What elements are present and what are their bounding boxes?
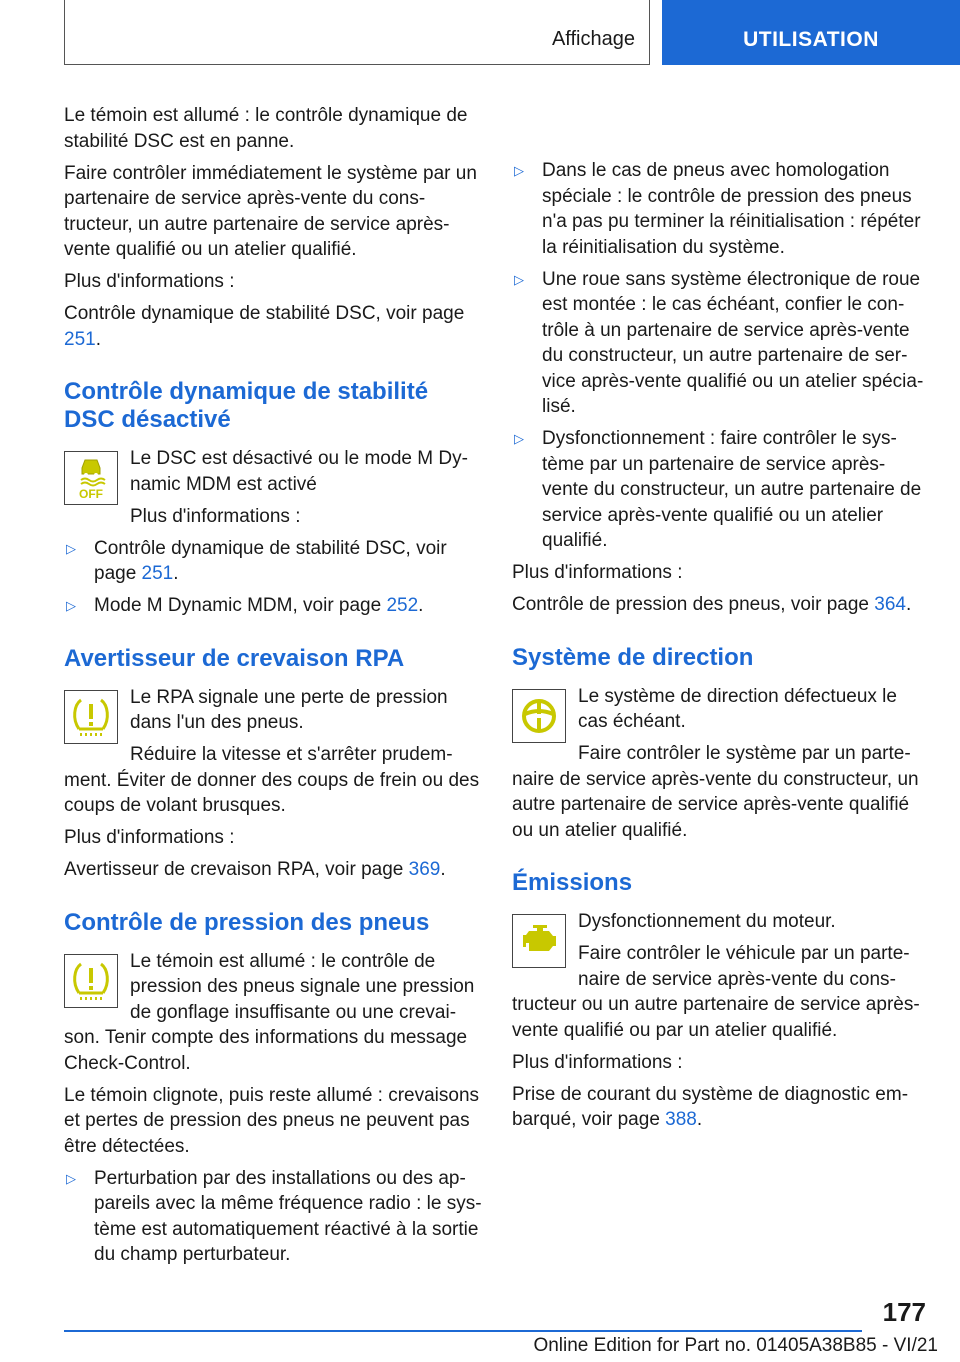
- page-link[interactable]: 251: [141, 563, 174, 584]
- page-link[interactable]: 364: [874, 594, 906, 615]
- steering-fault-icon: [512, 689, 566, 743]
- page-link[interactable]: 251: [64, 328, 96, 350]
- paragraph: Le DSC est désactivé ou le mode M Dynamic MDM est activé: [130, 448, 468, 495]
- header-section-box: [64, 0, 650, 65]
- paragraph: Le système de direction défectueux le cas échéant.: [578, 685, 897, 732]
- triangle-bullet-icon: ▷: [514, 431, 524, 446]
- section-heading-steering: Système de direction: [512, 643, 754, 671]
- page-link[interactable]: 388: [665, 1109, 697, 1130]
- steering-block: [512, 684, 926, 844]
- footer-edition: Online Edition for Part no. 01405A38B85 - VI/21: [533, 1335, 938, 1356]
- paragraph: Plus d'informations :: [64, 827, 235, 848]
- paragraph: Plus d'informations :: [512, 1051, 683, 1073]
- right-column: [512, 103, 926, 1139]
- triangle-bullet-icon: ▷: [66, 598, 76, 613]
- page-link[interactable]: 252: [386, 595, 419, 616]
- triangle-bullet-icon: ▷: [514, 163, 524, 178]
- rpa-block: [64, 685, 482, 736]
- list-item: ▷ Une roue sans système électronique de roue est montée : le cas échéant, confier le contrôle à un partenaire de service après-vente du constructeur, un autre partenaire de service après-vente qualifié ou un atelier spécialisé.: [514, 268, 924, 417]
- engine-check-icon: [512, 914, 566, 968]
- paragraph: Réduire la vitesse et s'arrêter prudemment. Éviter de donner des coups de frein ou des coups de volant brusques.: [64, 744, 480, 816]
- paragraph-with-link: Contrôle de pression des pneus, voir page 364.: [512, 594, 912, 615]
- svg-text:OFF: OFF: [79, 487, 103, 500]
- bullet-list: [512, 158, 926, 554]
- paragraph: Faire contrôler le système par un partenaire de service après-vente du constructeur, un autre partenaire de service après-vente qualifié ou un atelier qualifié.: [512, 743, 919, 841]
- list-item: ▷ Mode M Dynamic MDM, voir page 252.: [64, 593, 482, 619]
- section-heading-rpa: Avertisseur de crevaison RPA: [64, 644, 405, 672]
- paragraph: Le témoin est allumé : le contrôle dynamique de stabilité DSC est en panne.: [64, 105, 468, 152]
- header-chapter-title: UTILISATION: [743, 28, 879, 51]
- dsc-off-icon: [64, 451, 118, 505]
- section-heading-tpc: Contrôle de pression des pneus: [64, 908, 430, 936]
- bullet-list: [64, 1166, 482, 1268]
- emissions-block: [512, 909, 926, 1043]
- section-heading-dsc: Contrôle dynamique de stabilité DSC désactivé: [64, 378, 429, 433]
- list-item: ▷ Perturbation par des installations ou des appareils avec la même fréquence radio : le système est automatiquement réactivé à la sortie du champ perturbateur.: [66, 1167, 482, 1265]
- paragraph: Faire contrôler le véhicule par un partenaire de service après-vente du constructeur ou un autre partenaire de service après-vente qualifié ou par un atelier qualifié.: [512, 943, 920, 1041]
- paragraph-with-link: Contrôle dynamique de stabilité DSC, voir page 251.: [64, 303, 465, 350]
- list-item: ▷ Dysfonctionnement : faire contrôler le système par un partenaire de service après-vente du constructeur, un autre partenaire de service après-vente qualifié ou un atelier qualifié.: [514, 428, 922, 551]
- paragraph: Le témoin clignote, puis reste allumé : crevaisons et pertes de pression des pneus ne peuvent pas être détectées.: [64, 1084, 480, 1157]
- dsc-off-block: [64, 446, 482, 529]
- paragraph: Faire contrôler immédiatement le système par un partenaire de service après-vente du constructeur, un autre partenaire de service après-vente qualifié ou un atelier qualifié.: [64, 162, 477, 260]
- footer-divider: [64, 1330, 862, 1332]
- header-chapter-tab: [662, 0, 960, 65]
- list-item: ▷ Dans le cas de pneus avec homologation spéciale : le contrôle de pression des pneus n'a pas pu terminer la réinitialisation : répéter la réinitialisation du système.: [514, 160, 921, 258]
- paragraph: Le RPA signale une perte de pression dans l'un des pneus.: [130, 686, 448, 733]
- bullet-list: [64, 536, 482, 619]
- page-number: 177: [882, 1297, 926, 1327]
- section-heading-emissions: Émissions: [512, 869, 633, 896]
- header-section-title: Affichage: [551, 28, 635, 50]
- paragraph: Plus d'informations :: [64, 271, 235, 292]
- paragraph-with-link: Avertisseur de crevaison RPA, voir page 369.: [64, 859, 446, 880]
- tire-pressure-warning-icon: [64, 954, 118, 1008]
- triangle-bullet-icon: ▷: [66, 540, 76, 556]
- page-link[interactable]: 369: [408, 859, 441, 880]
- left-column: [64, 103, 482, 1274]
- paragraph: Le témoin est allumé : le contrôle de pression des pneus signale une pression de gonflage insuffisante ou une crevaison. Tenir compte des informations du message Check-Control.: [64, 950, 475, 1074]
- paragraph: Plus d'informations :: [130, 505, 301, 527]
- tpc-block: [64, 949, 482, 1077]
- triangle-bullet-icon: ▷: [66, 1170, 76, 1186]
- triangle-bullet-icon: ▷: [514, 271, 524, 287]
- tire-pressure-warning-icon: [64, 690, 118, 744]
- paragraph: Plus d'informations :: [512, 562, 683, 583]
- list-item: ▷ Contrôle dynamique de stabilité DSC, voir page 251.: [66, 537, 447, 584]
- paragraph-with-link: Prise de courant du système de diagnostic embarqué, voir page 388.: [512, 1083, 909, 1130]
- paragraph: Dysfonctionnement du moteur.: [578, 911, 836, 932]
